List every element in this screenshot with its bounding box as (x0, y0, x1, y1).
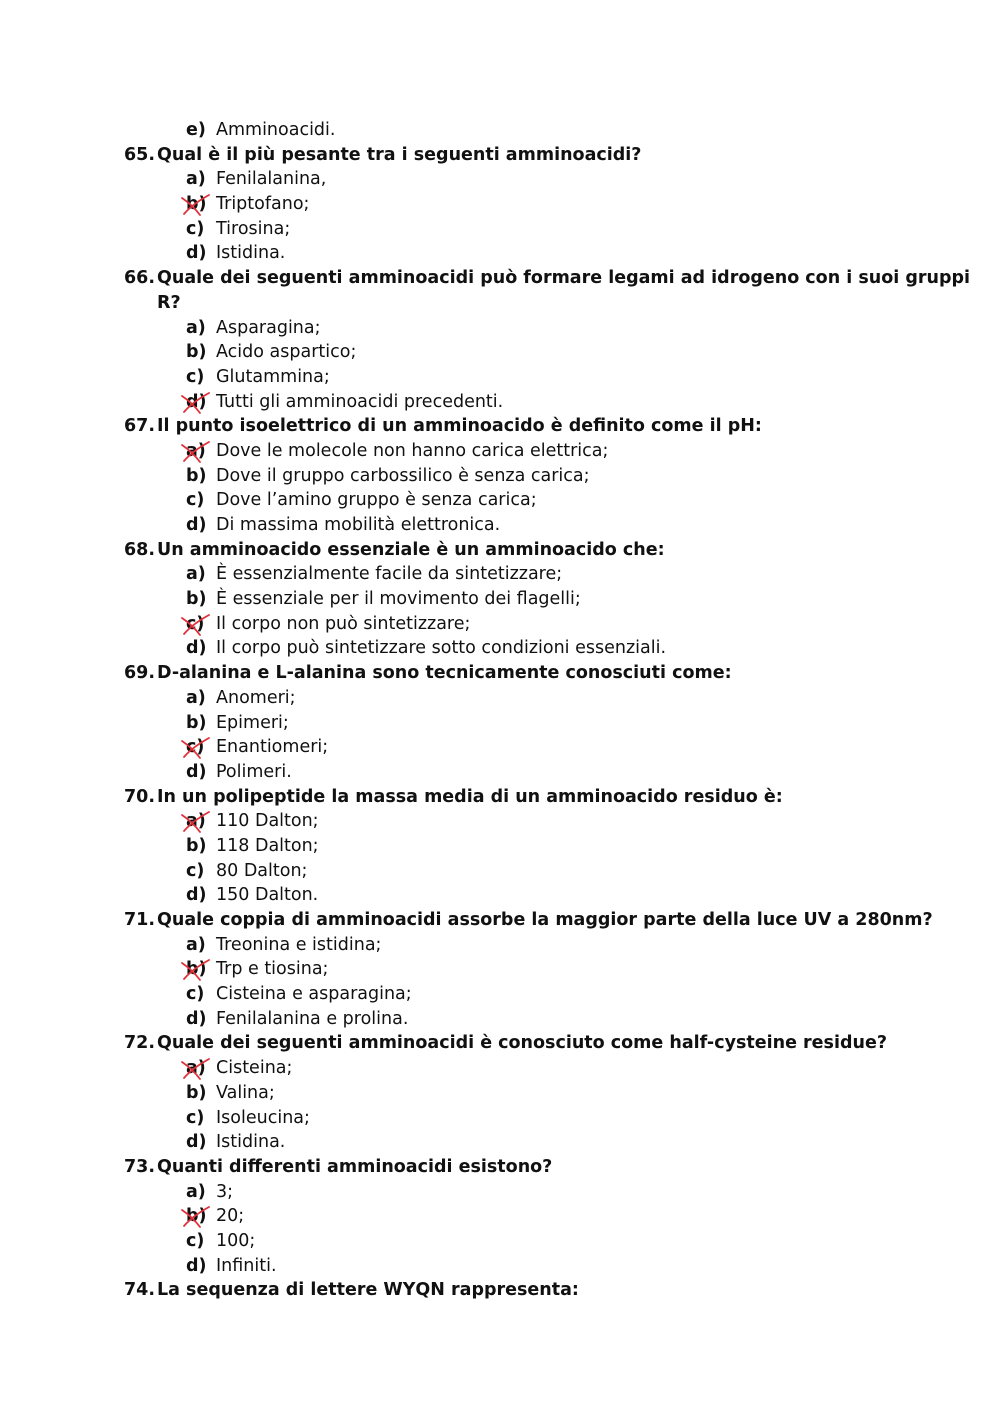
question-heading (0, 266, 1000, 291)
answer-option (0, 711, 1000, 736)
question-number: 71. (124, 910, 156, 930)
question-text: Il punto isoelettrico di un amminoacido è definito come il pH: (157, 416, 762, 437)
answer-option (0, 982, 1000, 1007)
answer-cross-mark (178, 192, 212, 218)
option-text: 100; (216, 1230, 256, 1251)
answer-option (0, 686, 1000, 711)
option-letter: c) (186, 1230, 205, 1251)
option-text: Glutammina; (216, 366, 330, 387)
option-letter: a) (186, 440, 206, 461)
answer-option (0, 834, 1000, 859)
answer-option (0, 636, 1000, 661)
answer-option (0, 316, 1000, 341)
option-letter: c) (186, 613, 205, 634)
answer-cross-mark (178, 735, 212, 761)
option-text: Triptofano; (216, 194, 310, 215)
option-letter: a) (186, 564, 206, 585)
option-letter: b) (186, 959, 207, 980)
option-letter: d) (186, 1132, 207, 1153)
option-letter: d) (186, 761, 207, 782)
option-letter: d) (186, 243, 207, 264)
question-text: La sequenza di lettere WYQN rappresenta: (157, 1280, 579, 1301)
option-text: Acido aspartico; (216, 342, 357, 363)
option-letter: a) (186, 317, 206, 338)
option-letter: b) (186, 589, 207, 610)
option-text: Dove il gruppo carbossilico è senza carica; (216, 465, 590, 486)
option-text: Cisteina e asparagina; (216, 984, 412, 1005)
answer-option (0, 1081, 1000, 1106)
answer-option (0, 587, 1000, 612)
option-text: È essenzialmente facile da sintetizzare; (216, 564, 563, 585)
answer-option (0, 192, 1000, 217)
option-letter: d) (186, 885, 207, 906)
option-text: 118 Dalton; (216, 835, 319, 856)
answer-cross-mark (178, 957, 212, 983)
option-text: Polimeri. (216, 761, 292, 782)
question-text: D-alanina e L-alanina sono tecnicamente conosciuti come: (157, 663, 732, 684)
option-text: 3; (216, 1181, 234, 1202)
option-text: Dove l’amino gruppo è senza carica; (216, 490, 537, 511)
question-heading (0, 414, 1000, 439)
option-letter: a) (186, 1181, 206, 1202)
option-letter: b) (186, 712, 207, 733)
option-text: Tirosina; (216, 218, 291, 239)
option-text: Dove le molecole non hanno carica elettrica; (216, 440, 609, 461)
answer-option (0, 1254, 1000, 1279)
question-heading (0, 661, 1000, 686)
answer-option (0, 241, 1000, 266)
answer-option (0, 513, 1000, 538)
option-letter: b) (186, 342, 207, 363)
option-text: Il corpo può sintetizzare sotto condizioni essenziali. (216, 638, 667, 659)
option-letter: b) (186, 1206, 207, 1227)
answer-option (0, 933, 1000, 958)
option-letter: d) (186, 391, 207, 412)
option-letter: d) (186, 638, 207, 659)
answer-cross-mark (178, 439, 212, 465)
option-letter: a) (186, 169, 206, 190)
question-number: 67. (124, 416, 156, 437)
answer-option (0, 1229, 1000, 1254)
option-letter: d) (186, 515, 207, 535)
answer-option (0, 1056, 1000, 1081)
option-letter: c) (186, 218, 205, 239)
option-text: Fenilalanina e prolina. (216, 1008, 409, 1029)
question-number: 72. (124, 1033, 156, 1054)
answer-option (0, 488, 1000, 513)
answer-option (0, 957, 1000, 982)
option-letter: c) (186, 1107, 205, 1128)
option-letter: c) (186, 366, 205, 387)
question-heading (0, 143, 1000, 168)
answer-option (0, 562, 1000, 587)
question-number: 74. (124, 1280, 156, 1301)
option-text: Il corpo non può sintetizzare; (216, 613, 471, 634)
question-text: Quanti differenti amminoacidi esistono? (157, 1156, 553, 1177)
option-text: Isoleucina; (216, 1107, 310, 1128)
answer-option (0, 217, 1000, 242)
option-text: Cisteina; (216, 1058, 293, 1079)
option-text: 20; (216, 1206, 245, 1227)
option-text: 110 Dalton; (216, 811, 319, 832)
question-text: Quale dei seguenti amminoacidi può formare legami ad idrogeno con i suoi gruppi (157, 268, 971, 289)
option-letter: a) (186, 811, 206, 832)
answer-option (0, 439, 1000, 464)
question-heading (0, 785, 1000, 810)
option-text: Trp e tiosina; (216, 959, 329, 980)
question-text: Qual è il più pesante tra i seguenti amminoacidi? (157, 144, 642, 165)
answer-cross-mark (178, 390, 212, 416)
option-letter: c) (186, 984, 205, 1005)
question-text: Un amminoacido essenziale è un amminoacido che: (157, 539, 665, 560)
option-text: Istidina. (216, 243, 286, 264)
option-text: Treonina e istidina; (216, 934, 382, 955)
answer-option (0, 167, 1000, 192)
question-heading (0, 538, 1000, 563)
option-text: Asparagina; (216, 317, 321, 338)
question-number: 65. (124, 144, 156, 165)
answer-option (0, 390, 1000, 415)
option-text: Enantiomeri; (216, 737, 329, 758)
option-text: Anomeri; (216, 687, 296, 708)
question-text: Quale coppia di amminoacidi assorbe la maggior parte della luce UV a 280nm? (157, 910, 933, 930)
answer-option (0, 809, 1000, 834)
option-text: Valina; (216, 1082, 275, 1103)
answer-option (0, 464, 1000, 489)
answer-option (0, 1204, 1000, 1229)
answer-cross-mark (178, 809, 212, 835)
question-heading (0, 1031, 1000, 1056)
option-text: Epimeri; (216, 712, 289, 733)
answer-option (0, 883, 1000, 908)
option-text: È essenziale per il movimento dei flagelli; (216, 589, 581, 610)
answer-option (0, 1180, 1000, 1205)
answer-option (0, 859, 1000, 884)
answer-option (0, 118, 1000, 143)
question-text: R? (157, 292, 181, 313)
option-text: Di massima mobilità elettronica. (216, 515, 501, 535)
option-text: Amminoacidi. (216, 120, 336, 140)
option-letter: d) (186, 1008, 207, 1029)
option-letter: e) (186, 120, 206, 140)
question-heading-continued (0, 291, 1000, 316)
question-number: 73. (124, 1156, 156, 1177)
answer-option (0, 735, 1000, 760)
option-text: Tutti gli amminoacidi precedenti. (216, 391, 504, 412)
option-letter: c) (186, 860, 205, 881)
option-letter: c) (186, 737, 205, 758)
option-letter: b) (186, 835, 207, 856)
answer-cross-mark (178, 1204, 212, 1230)
option-text: Istidina. (216, 1132, 286, 1153)
answer-option (0, 340, 1000, 365)
answer-option (0, 612, 1000, 637)
question-text: Quale dei seguenti amminoacidi è conosciuto come half-cysteine residue? (157, 1033, 887, 1054)
option-text: 150 Dalton. (216, 885, 319, 906)
question-heading (0, 908, 1000, 933)
option-text: Fenilalanina, (216, 169, 327, 190)
option-letter: b) (186, 465, 207, 486)
answer-option (0, 1130, 1000, 1155)
answer-option (0, 760, 1000, 785)
option-text: Infiniti. (216, 1255, 277, 1276)
answer-option (0, 365, 1000, 390)
option-letter: c) (186, 490, 205, 511)
question-heading (0, 1155, 1000, 1180)
answer-option (0, 1106, 1000, 1131)
answer-cross-mark (178, 1056, 212, 1082)
question-number: 68. (124, 539, 156, 560)
option-letter: b) (186, 1082, 207, 1103)
option-letter: b) (186, 194, 207, 215)
answer-option (0, 1007, 1000, 1032)
question-number: 66. (124, 268, 156, 289)
option-letter: d) (186, 1255, 207, 1276)
question-number: 70. (124, 786, 156, 807)
option-letter: a) (186, 934, 206, 955)
answer-cross-mark (178, 612, 212, 638)
quiz-content (0, 118, 1000, 1303)
option-text: 80 Dalton; (216, 860, 308, 881)
question-text: In un polipeptide la massa media di un amminoacido residuo è: (157, 786, 783, 807)
question-number: 69. (124, 663, 156, 684)
option-letter: a) (186, 687, 206, 708)
question-heading (0, 1278, 1000, 1303)
option-letter: a) (186, 1058, 206, 1079)
